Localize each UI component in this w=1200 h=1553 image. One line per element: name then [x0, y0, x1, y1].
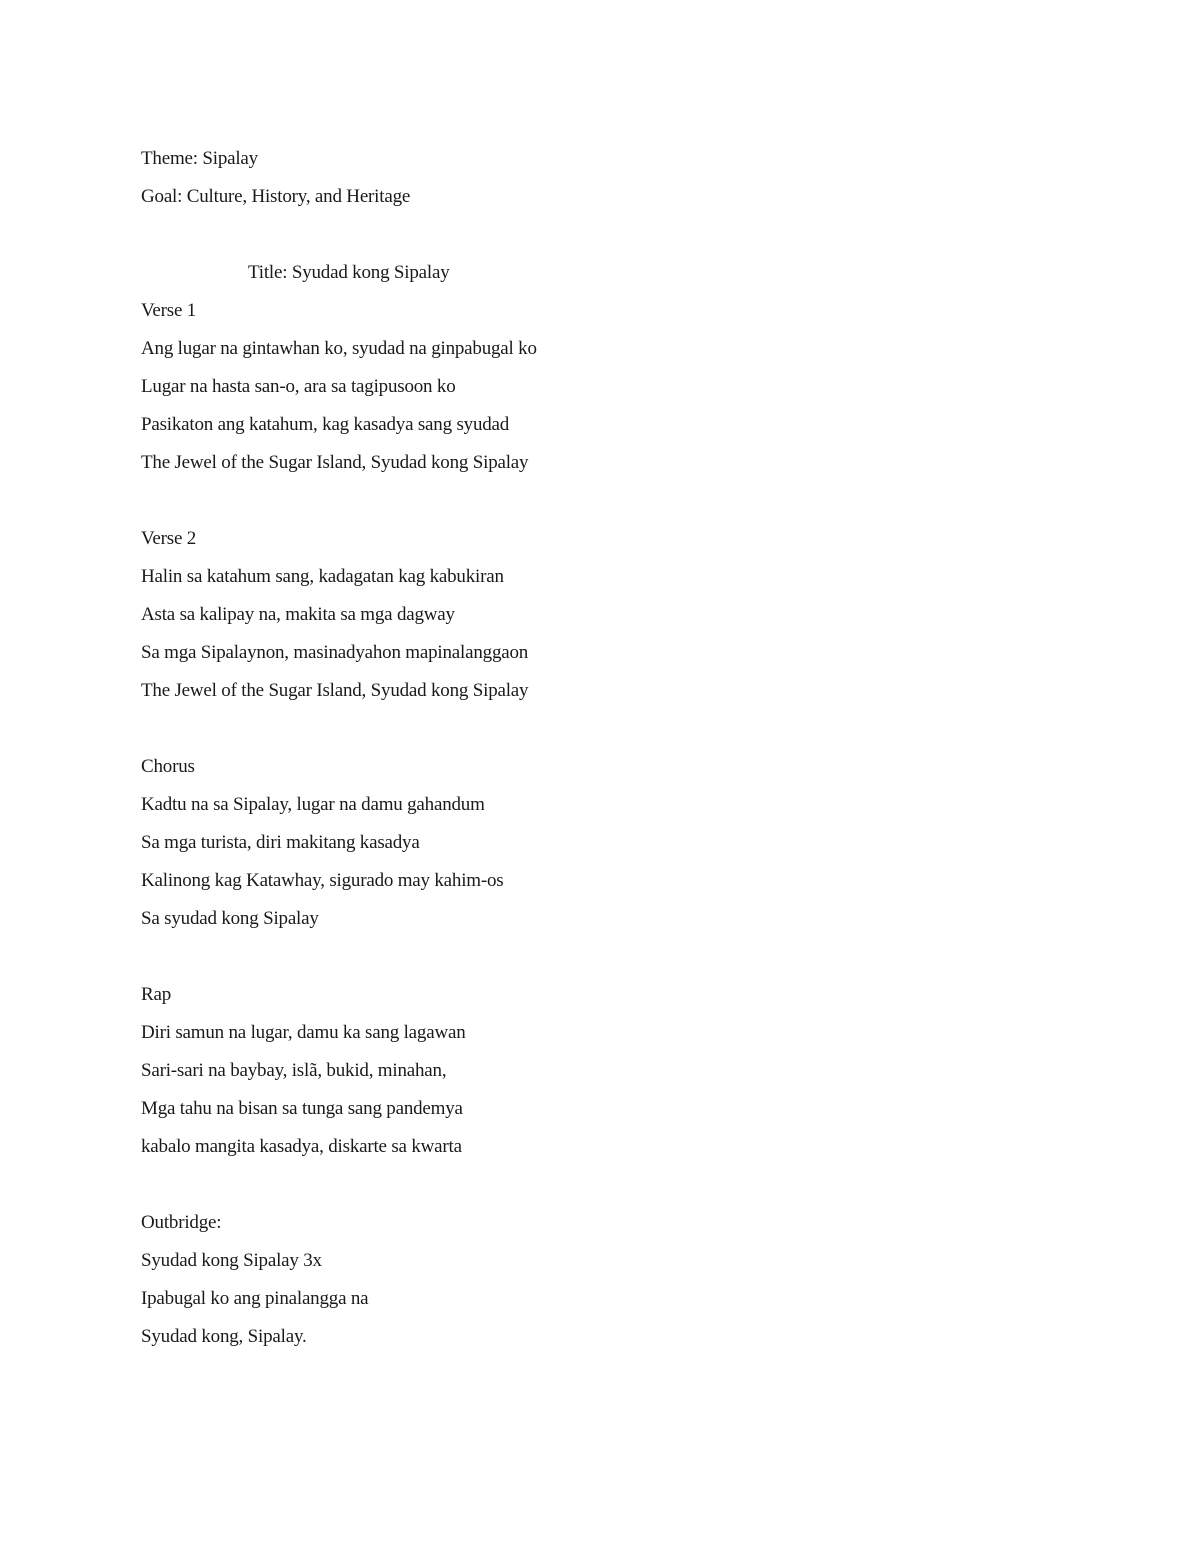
spacer	[141, 938, 1101, 976]
rap-heading: Rap	[141, 984, 172, 1005]
spacer	[141, 482, 1101, 520]
verse1-line: Ang lugar na gintawhan ko, syudad na ginpabugal ko	[141, 338, 537, 359]
verse2-line: Sa mga Sipalaynon, masinadyahon mapinalanggaon	[141, 642, 529, 663]
spacer	[141, 1166, 1101, 1204]
verse2-line: Asta sa kalipay na, makita sa mga dagway	[141, 604, 455, 625]
rap-line: kabalo mangita kasadya, diskarte sa kwarta	[141, 1136, 462, 1157]
goal-line: Goal: Culture, History, and Heritage	[141, 186, 411, 207]
verse2-line: The Jewel of the Sugar Island, Syudad kong Sipalay	[141, 680, 529, 701]
verse1-heading: Verse 1	[141, 300, 197, 321]
outbridge-line: Ipabugal ko ang pinalangga na	[141, 1288, 369, 1309]
rap-line: Sari-sari na baybay, islã, bukid, minahan,	[141, 1060, 447, 1081]
chorus-heading: Chorus	[141, 756, 195, 777]
chorus-line: Kadtu na sa Sipalay, lugar na damu gahandum	[141, 794, 485, 815]
verse2-heading: Verse 2	[141, 528, 197, 549]
chorus-line: Kalinong kag Katawhay, sigurado may kahim-os	[141, 870, 504, 891]
spacer	[141, 216, 1101, 254]
chorus-line: Sa mga turista, diri makitang kasadya	[141, 832, 420, 853]
verse1-line: Pasikaton ang katahum, kag kasadya sang syudad	[141, 414, 510, 435]
outbridge-line: Syudad kong, Sipalay.	[141, 1326, 307, 1347]
verse2-line: Halin sa katahum sang, kadagatan kag kabukiran	[141, 566, 504, 587]
outbridge-heading: Outbridge:	[141, 1212, 222, 1233]
lyrics-body	[141, 140, 1101, 1356]
spacer	[141, 710, 1101, 748]
verse1-line: The Jewel of the Sugar Island, Syudad kong Sipalay	[141, 452, 529, 473]
song-title: Title: Syudad kong Sipalay	[248, 262, 450, 283]
theme-line: Theme: Sipalay	[141, 148, 258, 169]
chorus-line: Sa syudad kong Sipalay	[141, 908, 319, 929]
verse1-line: Lugar na hasta san-o, ara sa tagipusoon ko	[141, 376, 456, 397]
rap-line: Diri samun na lugar, damu ka sang lagawan	[141, 1022, 466, 1043]
outbridge-line: Syudad kong Sipalay 3x	[141, 1250, 322, 1271]
rap-line: Mga tahu na bisan sa tunga sang pandemya	[141, 1098, 463, 1119]
